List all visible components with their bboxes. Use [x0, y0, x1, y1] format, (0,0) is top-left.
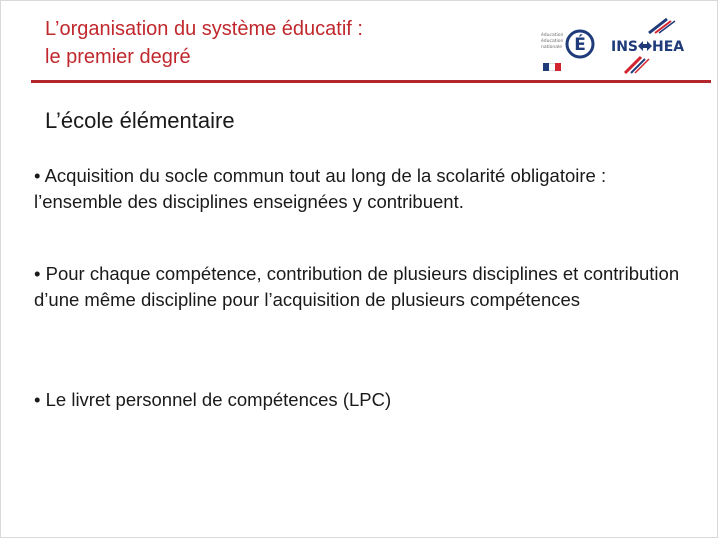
bullet-item-3: • Le livret personnel de compétences (LPC) — [34, 389, 392, 410]
inshea-logo — [605, 17, 703, 75]
section-title: L’école élémentaire — [45, 108, 235, 133]
ministry-lines — [541, 33, 565, 51]
inshea-left: INS — [611, 39, 639, 55]
inshea-right: HEA — [652, 39, 685, 55]
bullet-item-1: • Acquisition du socle commun tout au long de la scolarité obligatoire : l’ensemble des disciplines enseignées y contribuent. — [34, 165, 607, 212]
ministry-line-3: nationale — [541, 45, 563, 50]
header-title-line-1: L’organisation du système éducatif : — [45, 18, 363, 40]
bullet-item-2: • Pour chaque compétence, contribution de plusieurs disciplines et contribution d’une même discipline pour l’acquisition de plusieurs compétences — [34, 263, 680, 310]
french-flag-icon — [543, 63, 561, 71]
double-arrow-icon — [638, 40, 652, 52]
ministry-logo — [535, 19, 597, 77]
inshea-wordmark — [611, 37, 701, 57]
ministry-letter: É — [574, 35, 586, 55]
slide-header-title — [45, 15, 515, 71]
ministry-line-2: éducation — [541, 39, 564, 44]
header-divider — [31, 80, 711, 83]
header-title-line-2: le premier degré — [45, 46, 191, 68]
ministry-line-1: éducation — [541, 33, 564, 38]
